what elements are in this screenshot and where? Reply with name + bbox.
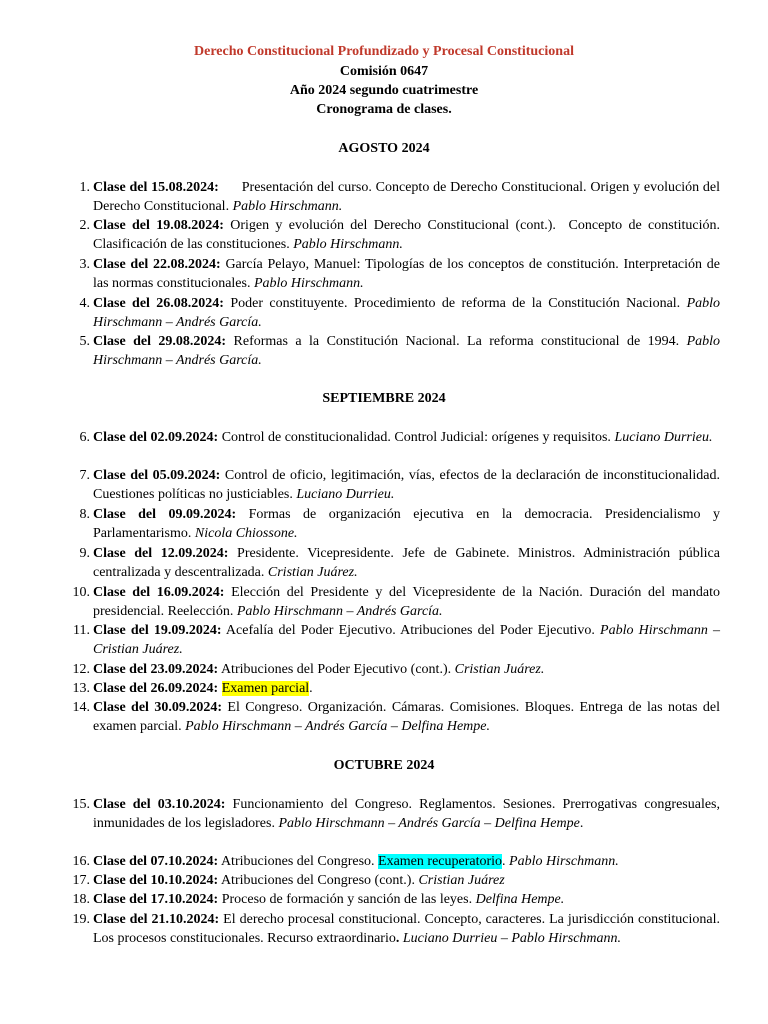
year-line: Año 2024 segundo cuatrimestre [289,83,479,98]
item-text [93,255,724,294]
schedule-title: Cronograma de clases. [316,102,452,117]
class-topics: García Pelayo, Manuel: Tipologías de los conceptos de constitución. Interpretación de las normas constitucionales. [93,257,724,292]
item-text [93,621,720,660]
item-number: 4. [79,296,90,311]
professor-names: Pablo Hirschmann. [293,237,403,253]
item-text [93,178,724,217]
class-date-label: Clase del 26.08.2024: [93,296,224,311]
professor-names: Pablo Hirschmann. [232,199,343,215]
class-topics: El Congreso. Organización. Cámaras. Comisiones. Bloques. Entrega de las notas del examen parcial. [93,700,724,735]
professor-names: Pablo Hirschmann – Cristian Juárez. [93,623,720,658]
month-heading-august: AGOSTO 2024 [338,141,430,156]
professor-names: Luciano Durrieu. [296,487,395,503]
class-date-label: Clase del 21.10.2024: [93,912,220,927]
professor-names: Pablo Hirschmann. [253,276,364,292]
class-item [62,332,720,371]
professor-names: Pablo Hirschmann – Andrés García – Delfina Hempe [278,816,580,832]
class-date-label: Clase del 22.08.2024: [93,257,221,272]
item-text [93,505,724,544]
item-number: 2. [79,218,90,233]
month-heading-september: SEPTIEMBRE 2024 [322,391,446,406]
class-topics: Control de oficio, legitimación, vías, efectos de la declaración de inconstitucionalidad. Cuestiones políticas no justiciables. [93,468,724,503]
class-item [62,698,724,737]
class-date-label: Clase del 12.09.2024: [93,546,229,561]
class-item [62,466,724,505]
professor-names: Delfina Hempe. [475,892,565,907]
punctuation: . [579,816,584,832]
item-text [93,795,724,834]
class-topics: Formas de organización ejecutiva en la democracia. Presidencialismo y Parlamentarismo. [93,507,724,542]
punctuation: . [309,681,313,696]
item-number: 13. [72,681,90,696]
class-item [62,216,724,255]
class-date-label: Clase del 29.08.2024: [93,334,227,349]
class-date-label: Clase del 15.08.2024: [93,180,219,195]
item-number: 9. [79,546,90,561]
class-item [62,178,724,217]
class-topics: Atribuciones del Congreso. [218,854,379,869]
class-topics: Proceso de formación y sanción de las leyes. [218,892,476,907]
class-item [62,621,720,660]
professor-names: Cristian Juárez. [454,662,545,677]
class-date-label: Clase del 03.10.2024: [93,797,226,812]
class-item [62,852,720,871]
item-text [93,660,720,679]
item-number: 8. [79,507,90,522]
item-number: 17. [72,873,90,888]
item-number: 18. [72,892,90,907]
class-date-label: Clase del 30.09.2024: [93,700,222,715]
item-number: 16. [72,854,90,869]
item-text [93,871,720,890]
class-date-label: Clase del 26.09.2024: [93,681,219,696]
item-number: 3. [79,257,90,272]
class-item [62,679,720,698]
class-item [62,660,720,679]
class-date-label: Clase del 19.08.2024: [93,218,224,233]
professor-names: Pablo Hirschmann – Andrés García. [93,296,721,331]
course-title: Derecho Constitucional Profundizado y Procesal Constitucional [194,44,574,59]
item-number: 14. [72,700,90,715]
class-date-label: Clase del 10.10.2024: [93,873,219,888]
item-number: 15. [72,797,90,812]
class-topics: El derecho procesal constitucional. Concepto, caracteres. La jurisdicción constitucional. Los procesos constitucionales. Recurso extraordinario [93,912,724,947]
month-heading-october: OCTUBRE 2024 [333,758,435,773]
class-topics: Acefalía del Poder Ejecutivo. Atribuciones del Poder Ejecutivo. [221,623,601,638]
class-item [62,795,724,834]
class-topics: Poder constituyente. Procedimiento de reforma de la Constitución Nacional. [223,296,687,311]
professor-names: Luciano Durrieu. [614,430,713,445]
class-topics: Funcionamiento del Congreso. Reglamentos. Sesiones. Prerrogativas congresuales, inmunidades de los legisladores. [93,797,724,832]
class-date-label: Clase del 16.09.2024: [93,585,225,600]
class-topics: Origen y evolución del Derecho Constitucional (cont.). Concepto de constitución. Clasificación de las constituciones. [93,218,724,253]
professor-names: Nicola Chiossone. [194,526,298,542]
class-topics: Elección del Presidente y del Vicepresidente de la Nación. Duración del mandato presidencial. Reelección. [93,585,724,620]
item-number: 7. [79,468,90,483]
class-date-label: Clase del 02.09.2024: [93,430,219,445]
class-item [62,428,720,447]
class-topics: Control de constitucionalidad. Control Judicial: orígenes y requisitos. [218,430,615,445]
item-number: 10. [72,585,90,600]
punctuation: . [395,931,403,947]
item-number: 5. [79,334,90,349]
class-date-label: Clase del 05.09.2024: [93,468,221,483]
item-text [93,698,724,737]
professor-names: Luciano Durrieu – Pablo Hirschmann. [402,931,622,947]
class-date-label: Clase del 07.10.2024: [93,854,219,869]
class-topics: Atribuciones del Congreso (cont.). [218,873,419,888]
class-item [62,871,720,890]
professor-names: Cristian Juárez. [267,565,358,581]
class-date-label: Clase del 23.09.2024: [93,662,219,677]
item-text [93,679,720,698]
item-text [93,544,724,583]
professor-names: Cristian Juárez [418,873,505,888]
professor-names: Pablo Hirschmann. [509,854,619,869]
item-number: 19. [72,912,90,927]
class-item [62,890,720,909]
item-text [93,332,720,371]
item-text [93,852,720,871]
professor-names: Pablo Hirschmann – Andrés García – Delfina Hempe. [185,719,490,735]
class-topics: Atribuciones del Poder Ejecutivo (cont.). [218,662,455,677]
item-text [93,428,720,447]
punctuation: . [502,854,510,869]
class-date-label: Clase del 19.09.2024: [93,623,222,638]
commission-line: Comisión 0647 [339,64,429,79]
item-text [93,466,724,505]
highlighted-exam: Examen recuperatorio [378,854,503,869]
class-topics: Presentación del curso. Concepto de Derecho Constitucional. Origen y evolución del Derecho Constitucional. [93,180,724,215]
item-text [93,890,720,909]
class-item [62,583,724,622]
item-number: 12. [72,662,90,677]
item-text [93,910,724,949]
item-number: 6. [79,430,90,445]
class-topics: Reformas a la Constitución Nacional. La reforma constitucional de 1994. [226,334,687,349]
highlighted-exam: Examen parcial [221,681,310,696]
class-date-label: Clase del 17.10.2024: [93,892,219,907]
class-date-label: Clase del 09.09.2024: [93,507,237,522]
item-text [93,294,720,333]
professor-names: Pablo Hirschmann – Andrés García. [93,334,721,369]
item-text [93,216,724,255]
item-text [93,583,724,622]
class-item [62,505,724,544]
class-item [62,910,724,949]
class-item [62,255,724,294]
class-item [62,294,720,333]
class-topics: Presidente. Vicepresidente. Jefe de Gabinete. Ministros. Administración pública centralizada y descentralizada. [93,546,724,581]
professor-names: Pablo Hirschmann – Andrés García. [236,604,443,620]
class-item [62,544,724,583]
item-number: 11. [73,623,90,638]
item-number: 1. [79,180,90,195]
